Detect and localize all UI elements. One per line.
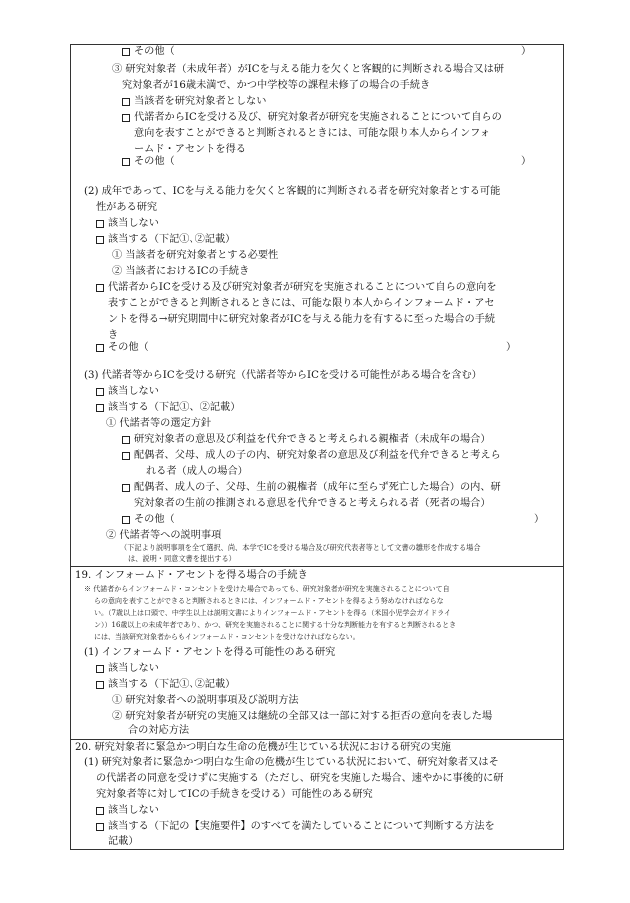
s2-other-checkbox[interactable] <box>96 344 104 352</box>
section2-heading-line2: 性がある研究 <box>96 202 158 213</box>
s2-proxy-line4: き <box>108 330 119 341</box>
section19-1-heading: (1) インフォームド・アセントを得る可能性のある研究 <box>84 647 336 658</box>
section20-1-line3: 究対象者等に対してICの手続きを受ける）可能性のある研究 <box>96 789 373 800</box>
proxy-ic-checkbox-1[interactable] <box>122 114 130 122</box>
s19-not-applicable-label: 該当しない <box>108 663 159 674</box>
s3-applicable-label: 該当する（下記①、②記載） <box>108 402 241 413</box>
s3-applicable-checkbox[interactable] <box>96 404 104 412</box>
other-label-1: その他（ <box>134 46 175 57</box>
s2-proxy-line3: ントを得る→研究期間中に研究対象者がICを与える能力を有するに至った場合の手続 <box>108 314 496 325</box>
item3-heading-line1: ③ 研究対象者（未成年者）がICを与える能力を欠くと客観的に判断される場合又は研 <box>112 64 504 75</box>
s20-applicable-checkbox[interactable] <box>96 823 104 831</box>
other-label-2: その他（ <box>134 156 175 167</box>
section19-note-line2: らの意向を表すことができると判断されるときには、インフォームド・アセントを得るよう努めなければならな <box>94 597 444 605</box>
s3-deceased-line1: 配偶者、成人の子、父母、生前の親権者（成年に至らず死亡した場合）の内、研 <box>134 482 501 493</box>
proxy-ic-label-line2: 意向を表すことができると判断されるときには、可能な限り本人からインフォ <box>134 128 491 139</box>
s3-other-label: その他（ <box>134 514 175 525</box>
s3-explanation-note-line2: は、説明・同意文書を提出する） <box>128 554 236 563</box>
s2-applicable-label: 該当する（下記①､②記載） <box>108 234 236 245</box>
not-subject-label: 当該者を研究対象者としない <box>134 96 267 107</box>
section19-note-line1: ※ 代諾者からインフォームド・コンセントを受けた場合であっても、研究対象者が研究を実施されることについて自 <box>84 585 450 593</box>
s19-item2-line2: 合の対応方法 <box>128 725 190 736</box>
section19-heading: 19. インフォームド・アセントを得る場合の手続き <box>75 570 308 581</box>
proxy-ic-label-line1: 代諾者からICを受ける及び、研究対象者が研究を実施されることについて自らの <box>134 112 502 123</box>
s3-explanation-note-line1: （下記より説明事項を全て選択、尚、本学でICを受ける場合及び研究代表者等として文書の雛形を作成する場合 <box>120 543 481 552</box>
s3-other-checkbox[interactable] <box>122 516 130 524</box>
s2-not-applicable-label: 該当しない <box>108 218 159 229</box>
s2-proxy-ic-checkbox[interactable] <box>96 284 104 292</box>
s2-proxy-line1: 代諾者からICを受ける及び研究対象者が研究を実施されることについて自らの意向を <box>108 282 497 293</box>
s3-adult-line1: 配偶者、父母、成人の子の内、研究対象者の意思及び利益を代弁できると考えら <box>134 450 501 461</box>
s3-selection-policy: ① 代諾者等の選定方針 <box>106 418 212 429</box>
s19-item1: ① 研究対象者への説明事項及び説明方法 <box>112 695 299 706</box>
s2-other-close-paren: ） <box>506 342 517 353</box>
s20-applicable-line1: 該当する（下記の【実施要件】のすべてを満たしていることについて判断する方法を <box>108 821 495 832</box>
section19-note-line4: ン））16歳以上の未成年者であり、かつ、研究を実施されることに関する十分な判断能力を有すると判断されるとき <box>94 621 457 629</box>
section20-1-line2: の代諾者の同意を受けずに実施する（ただし、研究を実施した場合、速やかに事後的に研 <box>96 773 504 784</box>
s19-not-applicable-checkbox[interactable] <box>96 665 104 673</box>
s3-deceased-line2: 究対象者の生前の推測される意思を代弁できると考えられる者（死者の場合） <box>134 498 491 509</box>
s19-item2-line1: ② 研究対象者が研究の実施又は継続の全部又は一部に対する拒否の意向を表した場 <box>112 711 493 722</box>
other-checkbox-1[interactable] <box>122 48 130 56</box>
s2-item2: ② 当該者におけるICの手続き <box>112 266 250 277</box>
s3-deceased-checkbox[interactable] <box>122 484 130 492</box>
s3-other-close-paren: ） <box>534 514 545 525</box>
s2-other-label: その他（ <box>108 342 149 353</box>
s3-explanation-heading: ② 代諾者等への説明事項 <box>106 530 222 541</box>
other-close-paren-1: ） <box>521 46 532 57</box>
s2-item1: ① 当該者を研究対象者とする必要性 <box>112 250 279 261</box>
section2-heading-line1: (2) 成年であって、ICを与える能力を欠くと客観的に判断される者を研究対象者とする可能 <box>84 186 501 197</box>
s3-adult-line2: れる者（成人の場合） <box>146 466 248 477</box>
other-checkbox-2[interactable] <box>122 158 130 166</box>
s2-proxy-line2: 表すことができると判断されるときには、可能な限り本人からインフォームド・アセ <box>108 298 495 309</box>
s2-applicable-checkbox[interactable] <box>96 236 104 244</box>
s3-not-applicable-label: 該当しない <box>108 386 159 397</box>
section-divider-20 <box>70 739 564 740</box>
s20-not-applicable-label: 該当しない <box>108 805 159 816</box>
s19-applicable-checkbox[interactable] <box>96 681 104 689</box>
section20-heading: 20. 研究対象者に緊急かつ明白な生命の危機が生じている状況における研究の実施 <box>75 742 451 753</box>
section19-note-line3: い。（7歳以上は口頭で、中学生以上は説明文書によりインフォームド・アセントを得る（米国小児学会ガイドライ <box>94 609 451 617</box>
s20-applicable-line2: 記載） <box>108 836 139 847</box>
s3-adult-checkbox[interactable] <box>122 452 130 460</box>
s3-not-applicable-checkbox[interactable] <box>96 388 104 396</box>
s2-not-applicable-checkbox[interactable] <box>96 220 104 228</box>
s3-parent-label: 研究対象者の意思及び利益を代弁できると考えられる親権者（未成年の場合） <box>134 434 491 445</box>
section19-note-line5: には、当該研究対象者からもインフォームド・コンセントを受けなければならない。 <box>94 633 360 641</box>
section-divider-19 <box>70 566 564 567</box>
s19-applicable-label: 該当する（下記①､②記載） <box>108 679 236 690</box>
section20-1-line1: (1) 研究対象者に緊急かつ明白な生命の危機が生じている状況において、研究対象者又はそ <box>84 757 499 768</box>
s3-parent-checkbox[interactable] <box>122 436 130 444</box>
proxy-ic-label-line3: ームド・アセントを得る <box>134 144 246 155</box>
other-close-paren-2: ） <box>521 156 532 167</box>
item3-heading-line2: 究対象者が16歳未満で、かつ中学校等の課程未修了の場合の手続き <box>122 80 431 91</box>
not-subject-checkbox[interactable] <box>122 98 130 106</box>
section3-heading: (3) 代諾者等からICを受ける研究（代諾者等からICを受ける可能性がある場合を含む） <box>84 370 482 381</box>
s20-not-applicable-checkbox[interactable] <box>96 807 104 815</box>
